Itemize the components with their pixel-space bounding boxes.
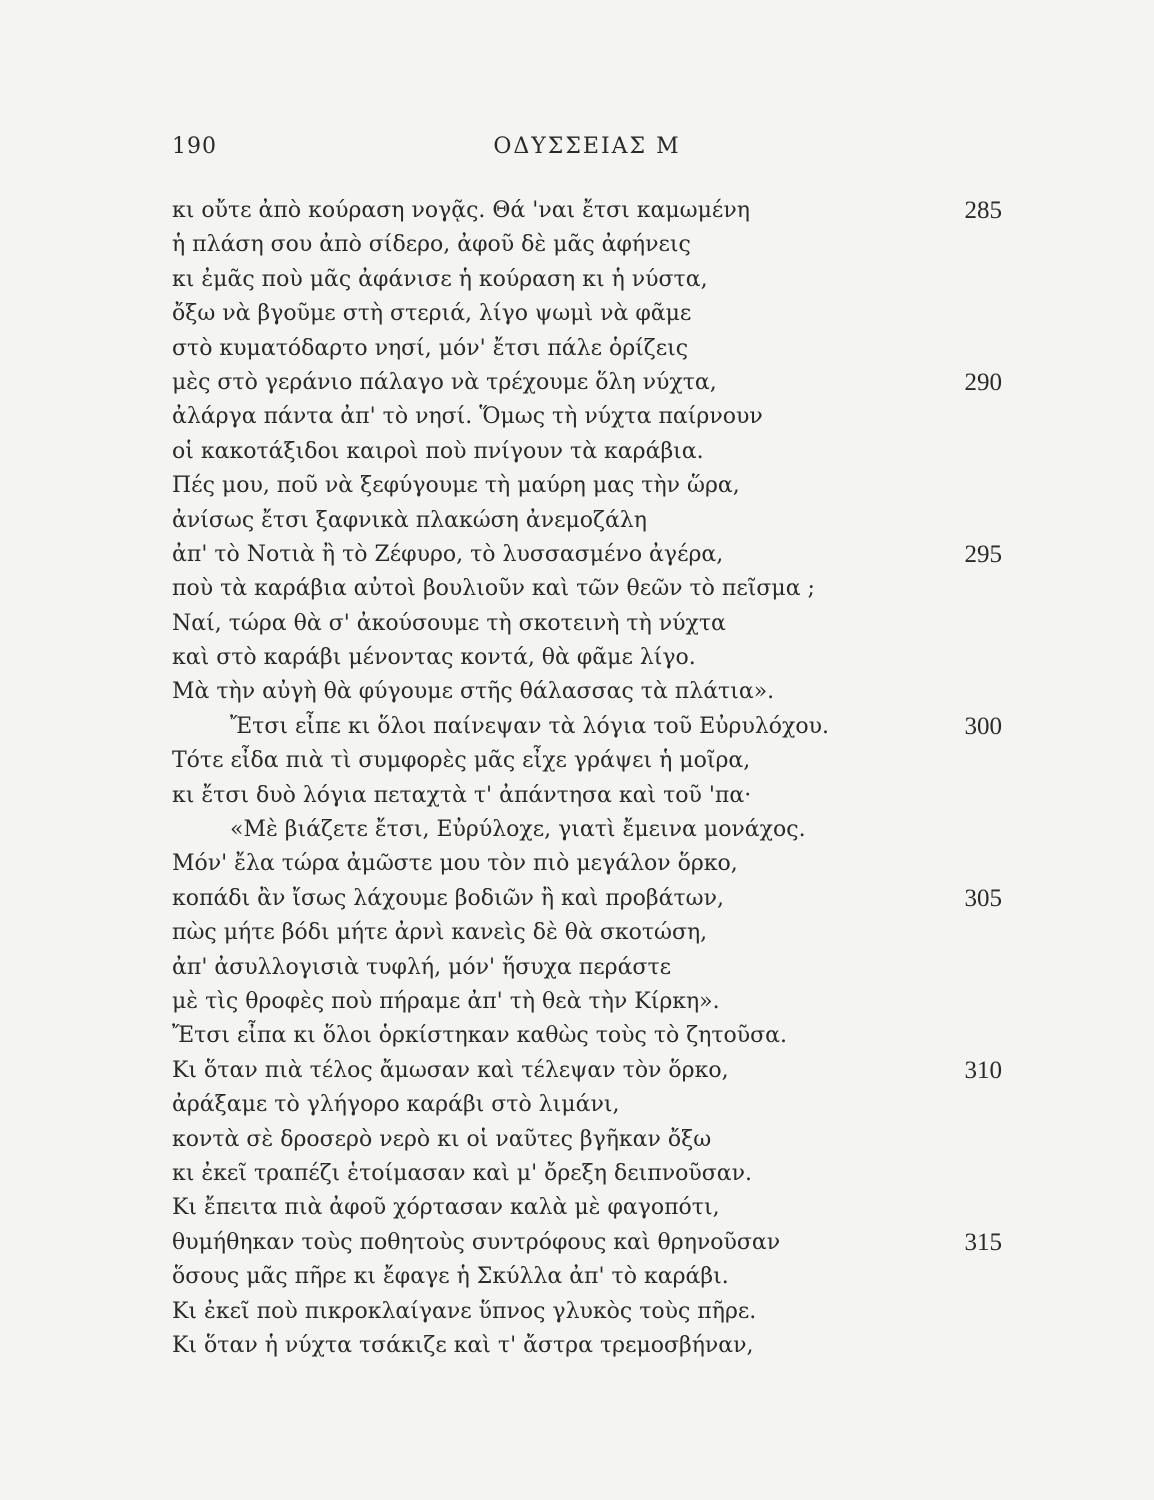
verse-line xyxy=(172,538,1012,572)
verse-text: ἀνίσως ἔτσι ξαφνικὰ πλακώση ἀνεμοζάλη xyxy=(172,507,647,533)
verse-line xyxy=(172,916,1012,950)
verse-text: Πές μου, ποῦ νὰ ξεφύγουμε τὴ μαύρη μας τὴν ὥρα, xyxy=(172,473,740,499)
verse-line xyxy=(172,504,1012,538)
verse-line xyxy=(172,435,1012,469)
verse-line xyxy=(172,263,1012,297)
verse-line xyxy=(172,1123,1012,1157)
verse-text: μὲ τὶς θροφὲς ποὺ πήραμε ἀπ' τὴ θεὰ τὴν Κίρκη». xyxy=(172,988,720,1014)
verse-text: μὲς στὸ γεράνιο πάλαγο νὰ τρέχουμε ὅλη νύχτα, xyxy=(172,369,717,395)
verse-line xyxy=(172,951,1012,985)
verse-line xyxy=(172,1019,1012,1053)
verse-line xyxy=(172,675,1012,709)
verse-text: Μόν' ἔλα τώρα ἀμῶστε μου τὸν πιὸ μεγάλον ὅρκο, xyxy=(172,851,738,877)
verse-line xyxy=(172,813,1012,847)
verse-line xyxy=(172,1295,1012,1329)
verse-text: κοντὰ σὲ δροσερὸ νερὸ κι οἱ ναῦτες βγῆκαν ὄξω xyxy=(172,1126,712,1152)
verse-text: κι ἔτσι δυὸ λόγια πεταχτὰ τ' ἀπάντησα καὶ τοῦ 'πα· xyxy=(172,782,752,808)
verse-text: ἀράξαμε τὸ γλήγορο καράβι στὸ λιμάνι, xyxy=(172,1092,620,1118)
line-number: 290 xyxy=(964,368,1002,396)
verse-text: Κι ὅταν πιὰ τέλος ἄμωσαν καὶ τέλεψαν τὸν ὅρκο, xyxy=(172,1057,729,1083)
verse-text: ὄξω νὰ βγοῦμε στὴ στεριά, λίγο ψωμὶ νὰ φᾶμε xyxy=(172,301,692,327)
verse-line xyxy=(172,400,1012,434)
verse-text: Μὰ τὴν αὐγὴ θὰ φύγουμε στῆς θάλασσας τὰ πλάτια». xyxy=(172,679,775,705)
verse-text: πὼς μήτε βόδι μήτε ἀρνὶ κανεὶς δὲ θὰ σκοτώση, xyxy=(172,920,708,946)
line-number: 300 xyxy=(964,712,1002,740)
verse-text: Κι ἐκεῖ ποὺ πικροκλαίγανε ὕπνος γλυκὸς τοὺς πῆρε. xyxy=(172,1298,757,1324)
verse-text: Ἔτσι εἶπε κι ὅλοι παίνεψαν τὰ λόγια τοῦ Εὐρυλόχου. xyxy=(230,713,829,739)
verse-text: ἀπ' ἀσυλλογισιὰ τυφλή, μόν' ἥσυχα περάστε xyxy=(172,954,672,980)
running-title: ΟΔΥΣΣΕΙΑΣ Μ xyxy=(493,134,681,159)
line-number: 310 xyxy=(964,1056,1002,1084)
verse-line xyxy=(172,1157,1012,1191)
verse-line xyxy=(172,710,1012,744)
verse-line xyxy=(172,744,1012,778)
verse-text: οἱ κακοτάξιδοι καιροὶ ποὺ πνίγουν τὰ καράβια. xyxy=(172,438,704,464)
verse-line xyxy=(172,366,1012,400)
verse-line xyxy=(172,297,1012,331)
verse-line xyxy=(172,228,1012,262)
verse-line xyxy=(172,607,1012,641)
verse-line xyxy=(172,194,1012,228)
verse-text: κι ἐκεῖ τραπέζι ἑτοίμασαν καὶ μ' ὄρεξη δειπνοῦσαν. xyxy=(172,1160,752,1186)
verse-text: κι οὔτε ἀπὸ κούραση νογᾷς. Θά 'ναι ἔτσι καμωμένη xyxy=(172,198,750,223)
verse-text: ὅσους μᾶς πῆρε κι ἔφαγε ἡ Σκύλλα ἀπ' τὸ καράβι. xyxy=(172,1264,729,1290)
verse-line xyxy=(172,1260,1012,1294)
verse-text: Κι ἔπειτα πιὰ ἀφοῦ χόρτασαν καλὰ μὲ φαγοπότι, xyxy=(172,1195,720,1221)
verse-text: στὸ κυματόδαρτο νησί, μόν' ἔτσι πάλε ὁρίζεις xyxy=(172,335,689,361)
verse-text: κοπάδι ἂν ἴσως λάχουμε βοδιῶν ἢ καὶ προβάτων, xyxy=(172,885,724,911)
verse-text: Ναί, τώρα θὰ σ' ἀκούσουμε τὴ σκοτεινὴ τὴ νύχτα xyxy=(172,610,726,636)
verse-block xyxy=(172,194,1012,1363)
verse-text: ποὺ τὰ καράβια αὐτοὶ βουλιοῦν καὶ τῶν θεῶν τὸ πεῖσμα ; xyxy=(172,576,815,602)
verse-line xyxy=(172,1191,1012,1225)
verse-line xyxy=(172,779,1012,813)
verse-line xyxy=(172,1329,1012,1363)
verse-text: Τότε εἶδα πιὰ τὶ συμφορὲς μᾶς εἶχε γράψει ἡ μοῖρα, xyxy=(172,748,751,774)
verse-line xyxy=(172,332,1012,366)
line-number: 295 xyxy=(964,540,1002,568)
verse-line xyxy=(172,882,1012,916)
verse-line xyxy=(172,469,1012,503)
verse-text: κι ἐμᾶς ποὺ μᾶς ἀφάνισε ἡ κούραση κι ἡ νύστα, xyxy=(172,266,708,292)
verse-line xyxy=(172,847,1012,881)
verse-text: ἀπ' τὸ Νοτιὰ ἢ τὸ Ζέφυρο, τὸ λυσσασμένο ἀγέρα, xyxy=(172,541,724,567)
line-number: 305 xyxy=(964,884,1002,912)
verse-line xyxy=(172,1054,1012,1088)
verse-line xyxy=(172,641,1012,675)
page-header xyxy=(172,134,1002,166)
verse-text: Ἔτσι εἶπα κι ὅλοι ὁρκίστηκαν καθὼς τοὺς τὸ ζητοῦσα. xyxy=(172,1023,788,1049)
verse-text: θυμήθηκαν τοὺς ποθητοὺς συντρόφους καὶ θρηνοῦσαν xyxy=(172,1229,781,1255)
verse-text: ἡ πλάση σου ἀπὸ σίδερο, ἀφοῦ δὲ μᾶς ἀφήνεις xyxy=(172,232,691,258)
page-number: 190 xyxy=(172,134,217,159)
verse-text: «Μὲ βιάζετε ἔτσι, Εὐρύλοχε, γιατὶ ἔμεινα μονάχος. xyxy=(230,817,806,843)
verse-line xyxy=(172,1088,1012,1122)
verse-text: ἀλάργα πάντα ἀπ' τὸ νησί. Ὅμως τὴ νύχτα παίρνουν xyxy=(172,404,763,430)
verse-text: καὶ στὸ καράβι μένοντας κοντά, θὰ φᾶμε λίγο. xyxy=(172,645,696,671)
verse-line xyxy=(172,572,1012,606)
verse-text: Κι ὅταν ἡ νύχτα τσάκιζε καὶ τ' ἄστρα τρεμοσβήναν, xyxy=(172,1332,754,1358)
line-number: 315 xyxy=(964,1228,1002,1256)
verse-line xyxy=(172,985,1012,1019)
verse-line xyxy=(172,1226,1012,1260)
line-number: 285 xyxy=(964,197,1002,224)
